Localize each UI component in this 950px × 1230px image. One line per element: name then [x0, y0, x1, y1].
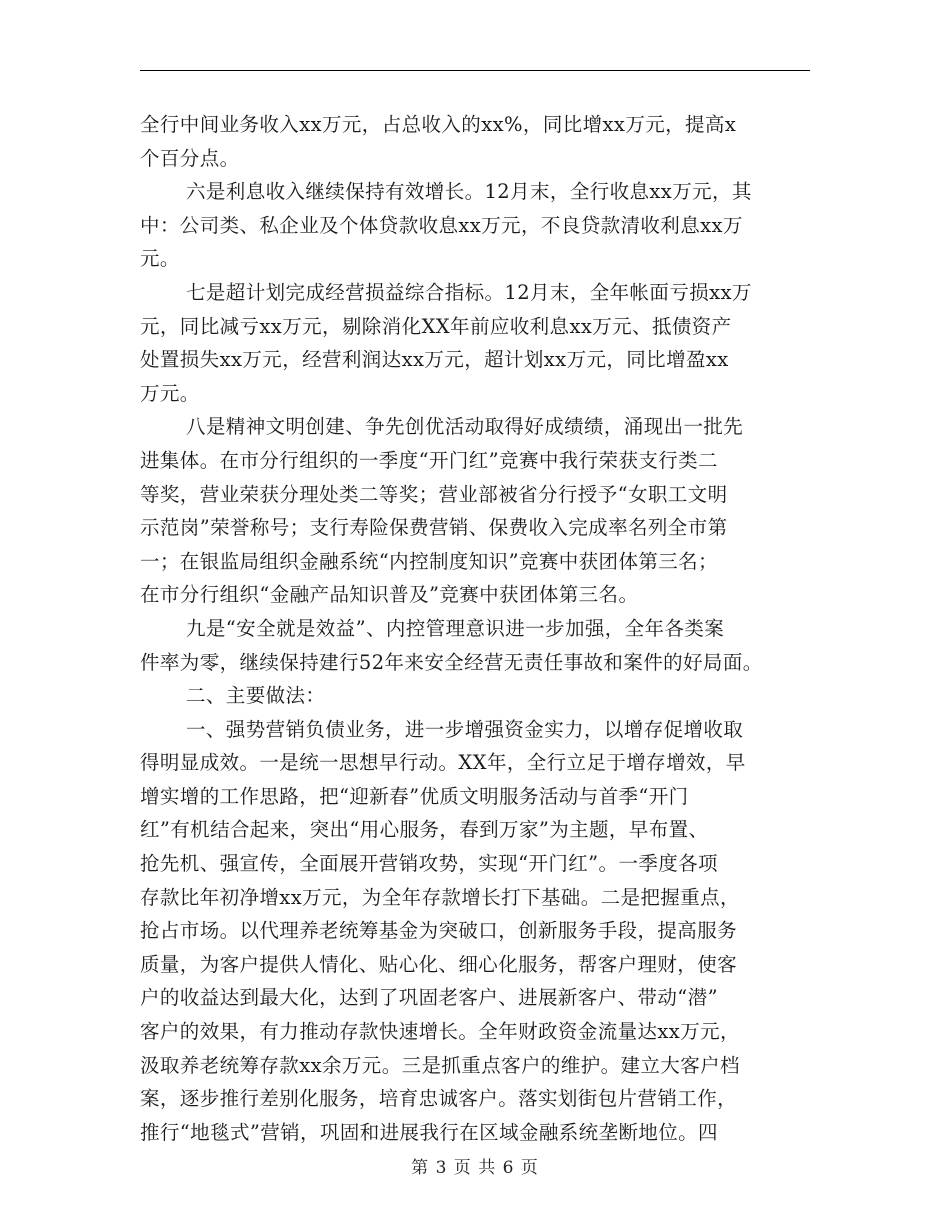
text-line: 元。	[140, 247, 180, 271]
text-line: 七是超计划完成经营损益综合指标。12月末，全年帐面亏损xx万	[186, 280, 752, 304]
text-line: 进集体。在市分行组织的一季度“开门红”竞赛中我行荣获支行类二	[140, 448, 718, 472]
text-line: 中：公司类、私企业及个体贷款收息xx万元，不良贷款清收利息xx万	[140, 213, 743, 237]
text-line: 汲取养老统筹存款xx余万元。三是抓重点客户的维护。建立大客户档	[140, 1053, 740, 1077]
text-line: 增实增的工作思路，把“迎新春”优质文明服务活动与首季“开门	[140, 784, 689, 808]
text-line: 全行中间业务收入xx万元，占总收入的xx%，同比增xx万元，提高x	[140, 113, 737, 136]
text-line: 件率为零，继续保持建行52年来安全经营无责任事故和案件的好局面。	[140, 650, 763, 674]
text-line: 处置损失xx万元，经营利润达xx万元，超计划xx万元，同比增盈xx	[140, 348, 729, 372]
header-rule	[140, 70, 810, 71]
text-line: 九是“安全就是效益”、内控管理意识进一步加强，全年各类案	[186, 616, 725, 640]
text-line: 等奖，营业荣获分理处类二等奖；营业部被省分行授予“女职工文明	[140, 482, 728, 506]
text-line: 一；在银监局组织金融系统“内控制度知识”竞赛中获团体第三名；	[140, 549, 718, 573]
text-line: 二、主要做法：	[186, 684, 326, 708]
text-line: 案，逐步推行差别化服务，培育忠诚客户。落实划街包片营销工作，	[140, 1087, 738, 1111]
text-line: 示范岗”荣誉称号；支行寿险保费营销、保费收入完成率名列全市第	[140, 516, 728, 540]
text-line: 质量，为客户提供人情化、贴心化、细心化服务，帮客户理财，使客	[140, 952, 738, 976]
text-line: 得明显成效。一是统一思想早行动。XX年，全行立足于增存增效，早	[140, 751, 746, 775]
document-body	[140, 108, 820, 1149]
text-line: 抢先机、强宣传，全面展开营销攻势，实现“开门红”。一季度各项	[140, 852, 718, 876]
text-line: 抢占市场。以代理养老统筹基金为突破口，创新服务手段，提高服务	[140, 919, 738, 943]
text-line: 万元。	[140, 381, 200, 405]
text-line: 户的收益达到最大化，达到了巩固老客户、进展新客户、带动“潜”	[140, 986, 718, 1010]
page-footer: 第 3 页 共 6 页	[411, 1158, 539, 1178]
text-line: 元，同比减亏xx万元，剔除消化XX年前应收利息xx万元、抵债资产	[140, 314, 732, 338]
text-line: 在市分行组织“金融产品知识普及”竞赛中获团体第三名。	[140, 583, 639, 607]
text-line: 红”有机结合起来，突出“用心服务，春到万家”为主题，早布置、	[140, 818, 709, 842]
text-line: 存款比年初净增xx万元，为全年存款增长打下基础。二是把握重点，	[140, 885, 740, 909]
text-line: 客户的效果，有力推动存款快速增长。全年财政资金流量达xx万元，	[140, 1020, 740, 1044]
text-line: 一、强势营销负债业务，进一步增强资金实力，以增存促增收取	[186, 717, 744, 741]
text-line: 六是利息收入继续保持有效增长。12月末，全行收息xx万元，其	[186, 180, 752, 204]
text-line: 推行“地毯式”营销，巩固和进展我行在区域金融系统垄断地位。四	[140, 1120, 718, 1144]
text-line: 个百分点。	[140, 146, 240, 170]
text-line: 八是精神文明创建、争先创优活动取得好成绩绩，涌现出一批先	[186, 415, 744, 439]
